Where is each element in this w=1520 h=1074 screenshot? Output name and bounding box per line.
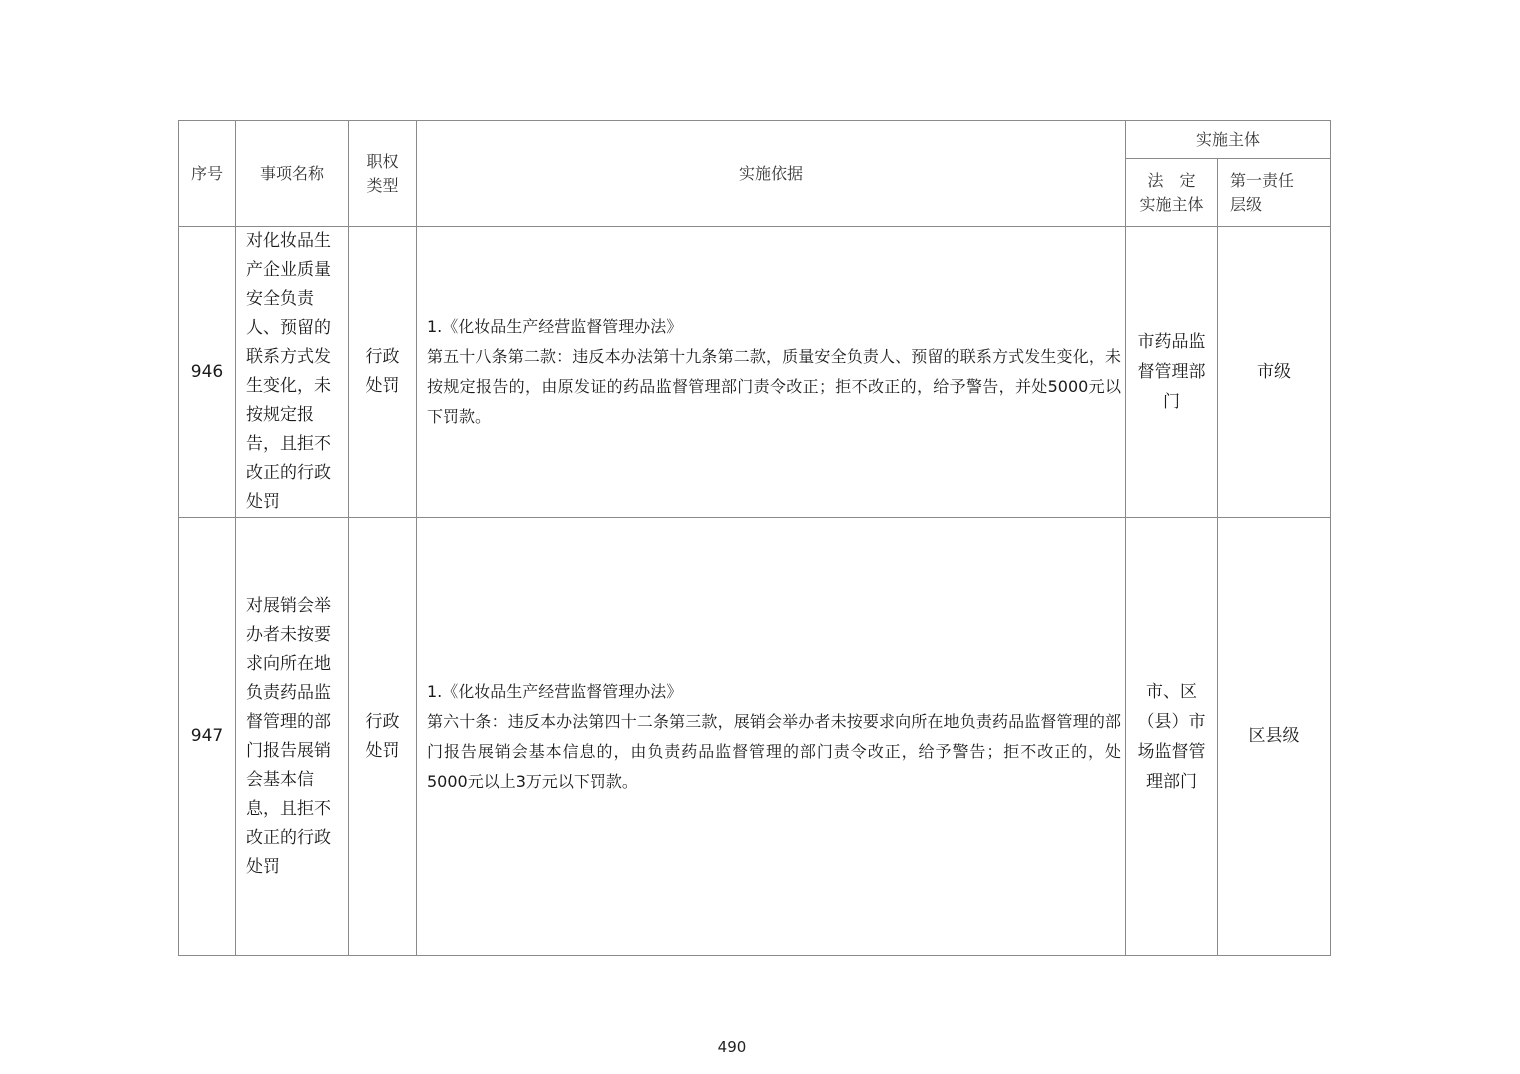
- row-legal-subject: 市、区（县）市场监督管理部门: [1126, 518, 1218, 956]
- header-seq: 序号: [179, 121, 236, 227]
- row-power-type: 行政 处罚: [349, 227, 417, 518]
- row-first-level: 市级: [1218, 227, 1331, 518]
- row-first-level: 区县级: [1218, 518, 1331, 956]
- basis-text: 第五十八条第二款：违反本办法第十九条第二款，质量安全负责人、预留的联系方式发生变化，未按规定报告的，由原发证的药品监督管理部门责令改正；拒不改正的，给予警告，并处5000元以下罚款。: [427, 347, 1121, 426]
- row-seq: 947: [179, 518, 236, 956]
- row-basis: [417, 518, 1126, 956]
- basis-title: 1.《化妆品生产经营监督管理办法》: [427, 681, 683, 701]
- table-row: [179, 518, 1331, 956]
- row-basis: [417, 227, 1126, 518]
- header-subject-group: 实施主体: [1126, 121, 1331, 159]
- header-item-name: 事项名称: [236, 121, 349, 227]
- row-item-name: 对化妆品生产企业质量安全负责人、预留的联系方式发生变化，未按规定报告，且拒不改正的行政处罚: [236, 227, 349, 518]
- row-seq: 946: [179, 227, 236, 518]
- header-row-top: [179, 121, 1331, 159]
- header-basis: 实施依据: [417, 121, 1126, 227]
- page-number: 490: [717, 1038, 747, 1056]
- table-row: [179, 227, 1331, 518]
- row-legal-subject: 市药品监督管理部门: [1126, 227, 1218, 518]
- header-power-type: 职权 类型: [349, 121, 417, 227]
- basis-title: 1.《化妆品生产经营监督管理办法》: [427, 317, 683, 336]
- header-first-level: 第一责任 层级: [1218, 159, 1331, 227]
- basis-text: 第六十条：违反本办法第四十二条第三款，展销会举办者未按要求向所在地负责药品监督管理的部门报告展销会基本信息的，由负责药品监督管理的部门责令改正，给予警告；拒不改正的，处5000元以上3万元以下罚款。: [427, 711, 1121, 791]
- header-legal-subject: 法 定 实施主体: [1126, 159, 1218, 227]
- power-list-table: [178, 120, 1331, 956]
- row-item-name: 对展销会举办者未按要求向所在地负责药品监督管理的部门报告展销会基本信息，且拒不改正的行政处罚: [236, 518, 349, 956]
- row-power-type: 行政 处罚: [349, 518, 417, 956]
